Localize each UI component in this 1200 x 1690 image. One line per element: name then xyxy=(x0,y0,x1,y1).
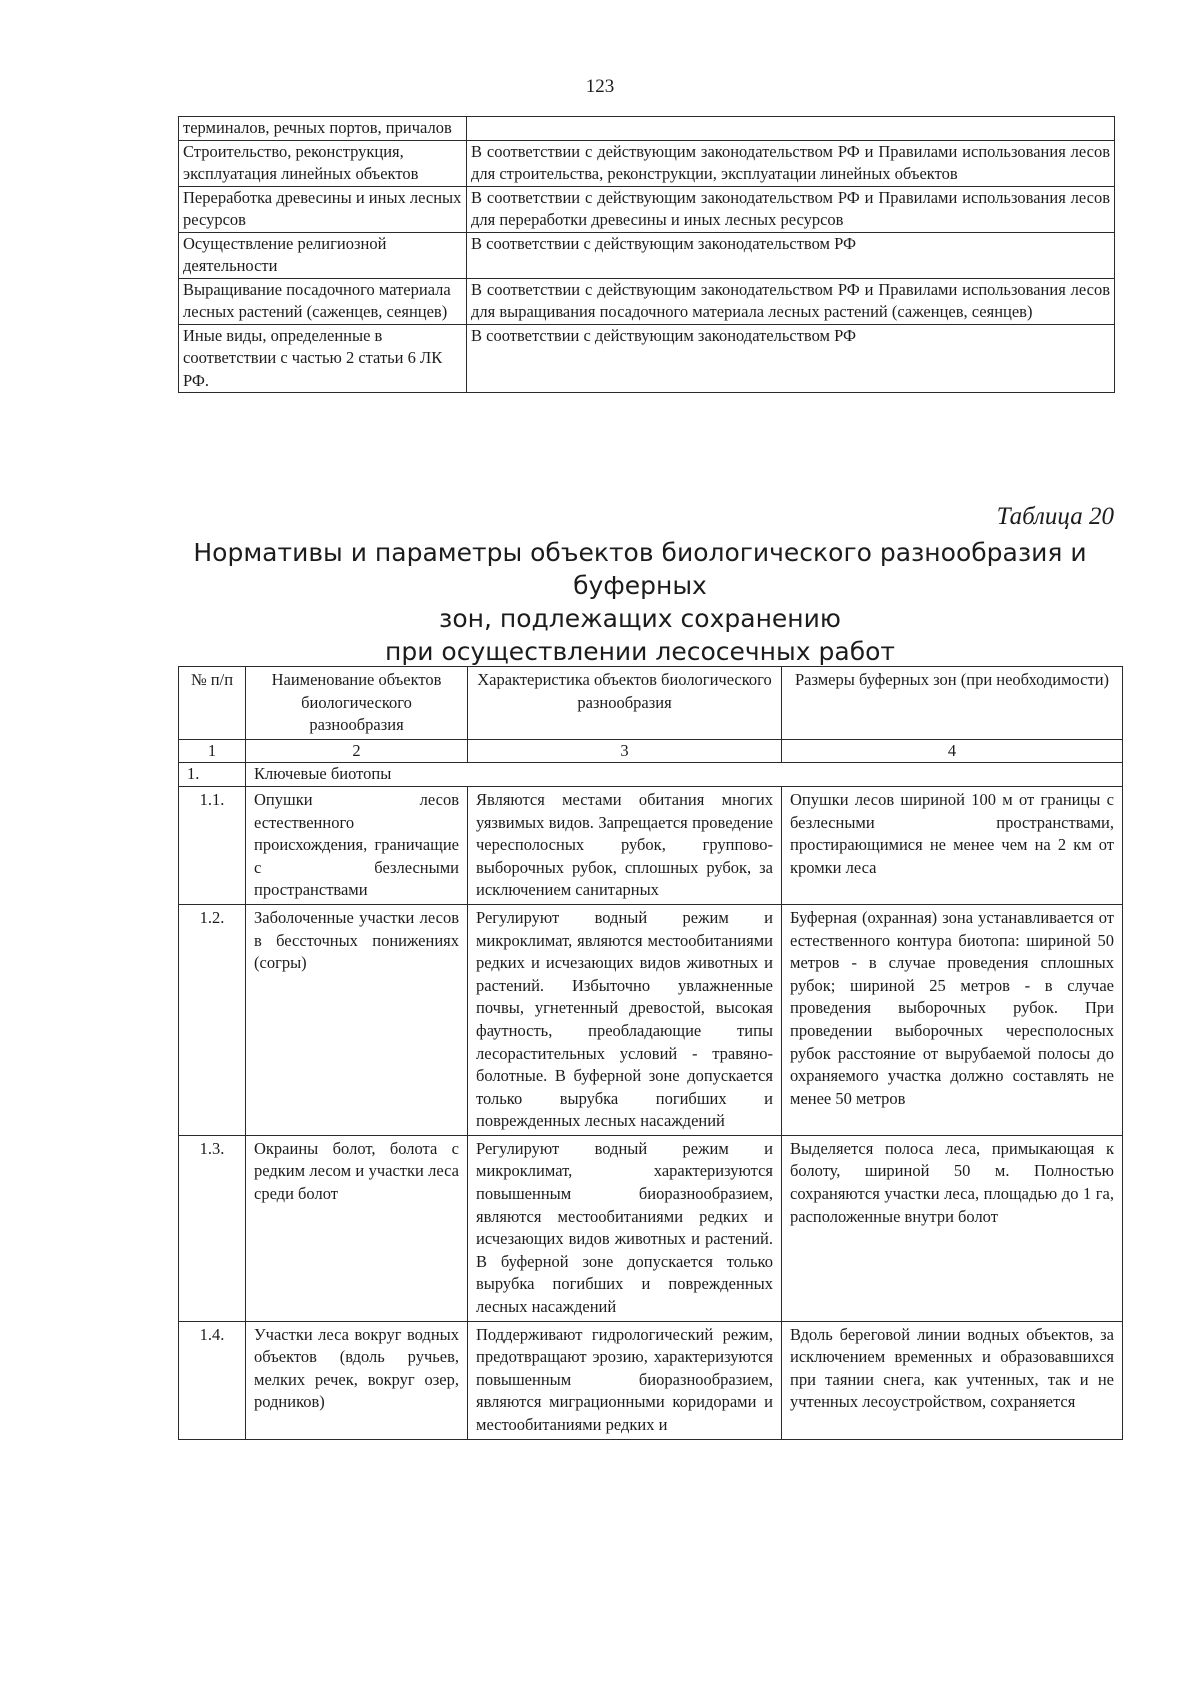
activity-cell: Переработка древесины и иных лесных ресурсов xyxy=(179,186,467,232)
object-characteristic: Поддерживают гидрологический режим, предотвращают эрозию, характеризуются повышенным биоразнообразием, являются миграционными коридорами и местообитаниями редких и xyxy=(468,1321,782,1439)
activity-cell: Иные виды, определенные в соответствии с частью 2 статьи 6 ЛК РФ. xyxy=(179,324,467,393)
activity-cell: Выращивание посадочного материала лесных растений (саженцев, сеянцев) xyxy=(179,278,467,324)
object-name: Окраины болот, болота с редким лесом и участки леса среди болот xyxy=(246,1135,468,1321)
table-label: Таблица 20 xyxy=(996,503,1114,530)
table-row xyxy=(179,786,1123,904)
buffer-zone-size: Выделяется полоса леса, примыкающая к болоту, шириной 50 м. Полностью сохраняются участки леса, площадью до 1 га, расположенные внутри болот xyxy=(782,1135,1123,1321)
object-characteristic: Являются местами обитания многих уязвимых видов. Запрещается проведение чересполосных рубок, группово-выборочных рубок, сплошных рубок, за исключением санитарных xyxy=(468,786,782,904)
requirement-cell: В соответствии с действующим законодательством РФ xyxy=(467,232,1115,278)
requirement-cell: В соответствии с действующим законодательством РФ xyxy=(467,324,1115,393)
title-line: зон, подлежащих сохранению xyxy=(439,604,841,633)
table-row xyxy=(179,904,1123,1135)
header-name: Наименование объектов биологического разнообразия xyxy=(246,667,468,740)
table-row xyxy=(179,232,1115,278)
land-use-table-continuation xyxy=(178,116,1115,393)
column-number-row xyxy=(179,739,1123,763)
requirement-cell xyxy=(467,117,1115,141)
header-buffer: Размеры буферных зон (при необходимости) xyxy=(782,667,1123,740)
header-num: № п/п xyxy=(179,667,246,740)
section-row xyxy=(179,763,1123,787)
column-number: 3 xyxy=(468,739,782,763)
buffer-zone-size: Буферная (охранная) зона устанавливается от естественного контура биотопа: шириной 50 метров - в случае проведения сплошных рубок; шириной 25 метров - в случае проведения выборочных рубок. При проведении выборочных чересполосных рубок расстояние от вырубаемой полосы до охраняемого участка должно составлять не менее 50 метров xyxy=(782,904,1123,1135)
row-num: 1.2. xyxy=(179,904,246,1135)
requirement-cell: В соответствии с действующим законодательством РФ и Правилами использования лесов для строительства, реконструкции, эксплуатации линейных объектов xyxy=(467,140,1115,186)
table-row xyxy=(179,278,1115,324)
object-characteristic: Регулируют водный режим и микроклимат, характеризуются повышенным биоразнообразием, являются местообитаниями редких и исчезающих видов животных и растений. В буферной зоне допускается только вырубка погибших и поврежденных лесных насаждений xyxy=(468,1135,782,1321)
column-number: 4 xyxy=(782,739,1123,763)
table-row xyxy=(179,186,1115,232)
table-row xyxy=(179,117,1115,141)
buffer-zone-size: Опушки лесов шириной 100 м от границы с безлесными пространствами, простирающимися не менее чем на 2 км от кромки леса xyxy=(782,786,1123,904)
header-row xyxy=(179,667,1123,740)
header-characteristic: Характеристика объектов биологического разнообразия xyxy=(468,667,782,740)
object-name: Участки леса вокруг водных объектов (вдоль ручьев, мелких речек, вокруг озер, родников) xyxy=(246,1321,468,1439)
title-line: Нормативы и параметры объектов биологического разнообразия и буферных xyxy=(193,538,1087,600)
activity-cell: Строительство, реконструкция, эксплуатация линейных объектов xyxy=(179,140,467,186)
table-row xyxy=(179,1135,1123,1321)
activity-cell: Осуществление религиозной деятельности xyxy=(179,232,467,278)
title-line: при осуществлении лесосечных работ xyxy=(385,637,895,666)
page-title xyxy=(150,536,1130,668)
object-characteristic: Регулируют водный режим и микроклимат, являются местообитаниями редких и исчезающих видов животных и растений. Избыточно увлажненные почвы, угнетенный древостой, высокая фаутность, преобладающие типы лесорастительных условий - травяно-болотные. В буферной зоне допускается только вырубка погибших и поврежденных лесных насаждений xyxy=(468,904,782,1135)
requirement-cell: В соответствии с действующим законодательством РФ и Правилами использования лесов для переработки древесины и иных лесных ресурсов xyxy=(467,186,1115,232)
object-name: Заболоченные участки лесов в бессточных понижениях (согры) xyxy=(246,904,468,1135)
section-name: Ключевые биотопы xyxy=(246,763,1123,787)
row-num: 1.3. xyxy=(179,1135,246,1321)
column-number: 2 xyxy=(246,739,468,763)
biodiversity-standards-table xyxy=(178,666,1123,1440)
page-number: 123 xyxy=(585,76,615,97)
section-num: 1. xyxy=(179,763,246,787)
table-row xyxy=(179,1321,1123,1439)
column-number: 1 xyxy=(179,739,246,763)
row-num: 1.4. xyxy=(179,1321,246,1439)
table-row xyxy=(179,324,1115,393)
activity-cell: терминалов, речных портов, причалов xyxy=(179,117,467,141)
object-name: Опушки лесов естественного происхождения, граничащие с безлесными пространствами xyxy=(246,786,468,904)
row-num: 1.1. xyxy=(179,786,246,904)
buffer-zone-size: Вдоль береговой линии водных объектов, за исключением временных и образовавшихся при таянии снега, как учтенных, так и не учтенных лесоустройством, сохраняется xyxy=(782,1321,1123,1439)
requirement-cell: В соответствии с действующим законодательством РФ и Правилами использования лесов для выращивания посадочного материала лесных растений (саженцев, сеянцев) xyxy=(467,278,1115,324)
table-row xyxy=(179,140,1115,186)
